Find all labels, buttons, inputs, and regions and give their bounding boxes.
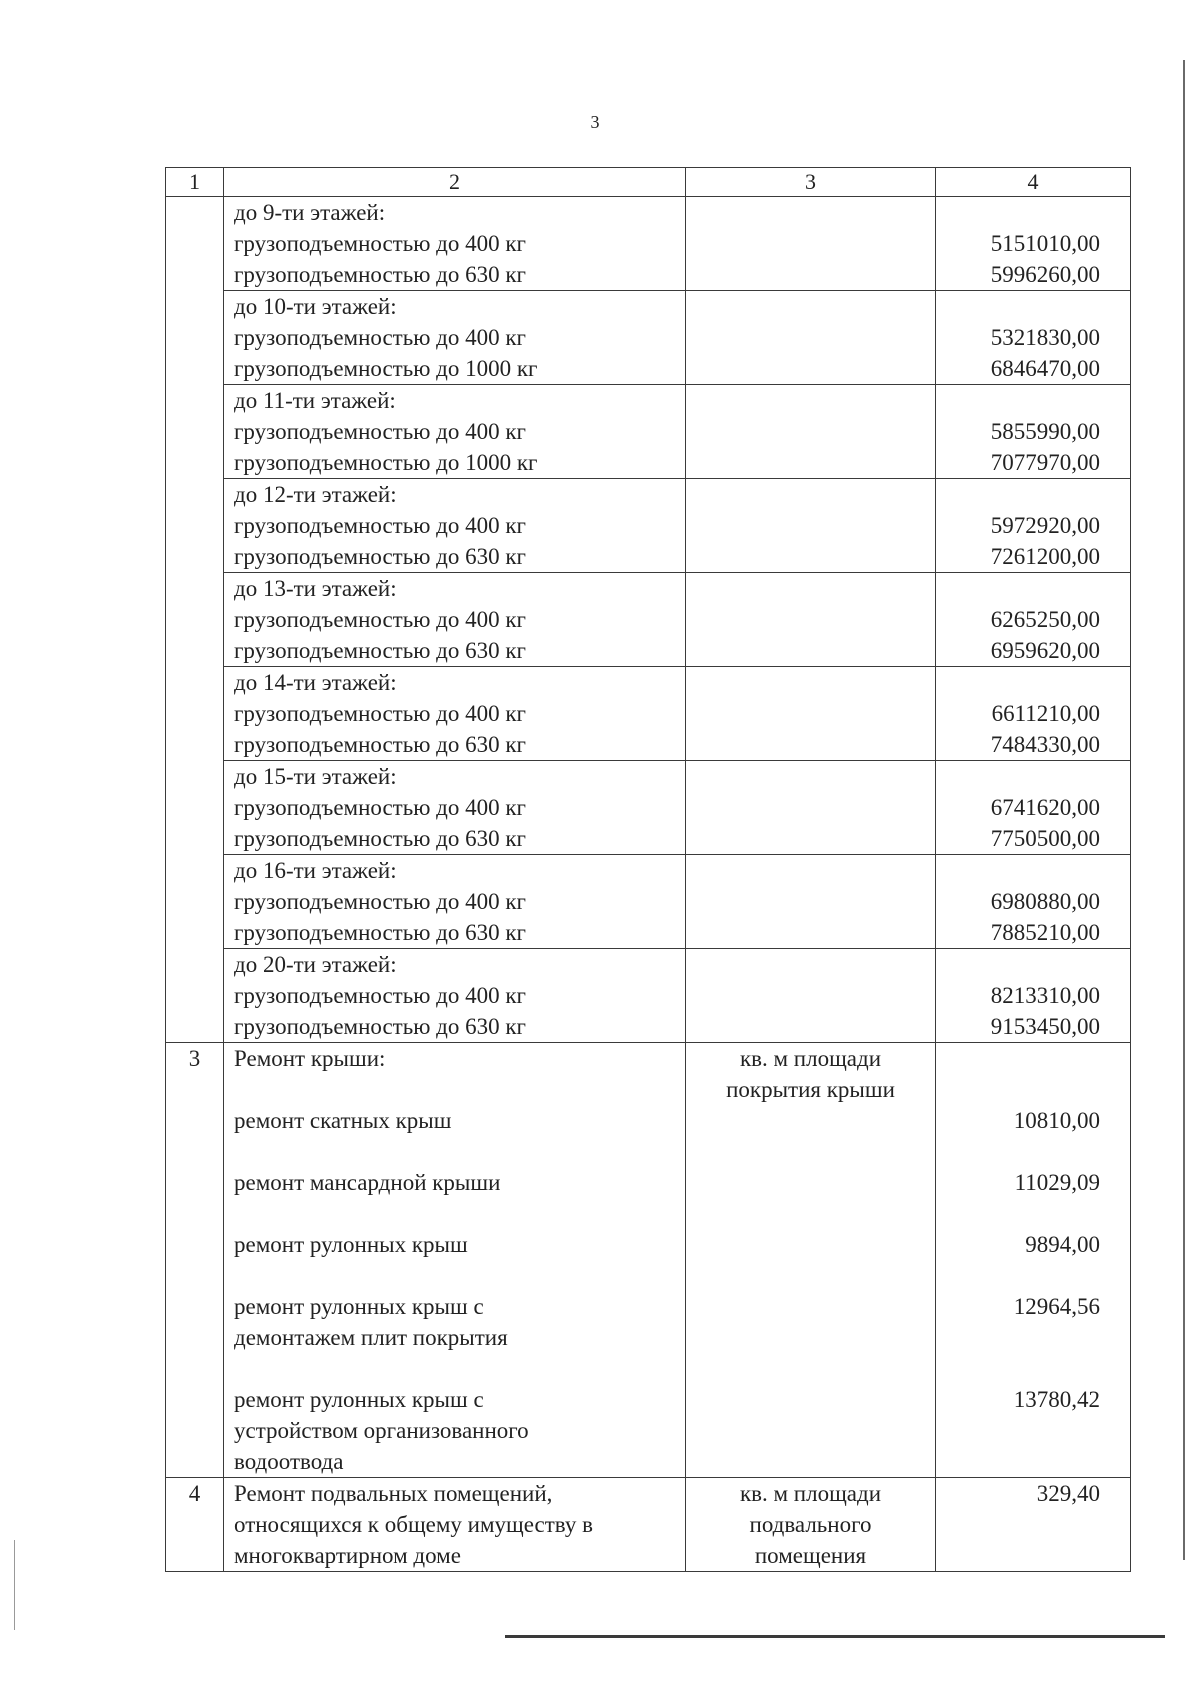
roof-item-label: ремонт рулонных крыш с xyxy=(234,1294,484,1319)
scan-margin-mark xyxy=(14,1540,15,1630)
header-cell: 2 xyxy=(224,168,686,197)
roof-item-label: ремонт рулонных крыш с xyxy=(234,1387,484,1412)
spacer xyxy=(936,1415,1100,1446)
unit-label: покрытия крыши xyxy=(726,1077,895,1102)
elevator-group-row xyxy=(166,197,1131,291)
unit-cell xyxy=(686,1478,936,1572)
unit-cell xyxy=(686,385,936,479)
cost-value: 6265250,00 xyxy=(990,607,1100,632)
cost-value: 12964,56 xyxy=(1013,1294,1100,1319)
spacer xyxy=(234,1198,685,1229)
unit-cell xyxy=(686,1043,936,1478)
spacer xyxy=(936,1043,1100,1074)
floors-label: до 13-ти этажей: xyxy=(234,576,397,601)
unit-label: подвального xyxy=(749,1512,872,1537)
basement-repair-row xyxy=(166,1478,1131,1572)
floors-label: до 9-ти этажей: xyxy=(234,200,386,225)
capacity-label: грузоподъемностью до 630 кг xyxy=(234,826,526,851)
cost-value: 6741620,00 xyxy=(990,795,1100,820)
value-cell xyxy=(936,479,1131,573)
floors-label: до 16-ти этажей: xyxy=(234,858,397,883)
spacer xyxy=(936,667,1100,698)
cost-value: 329,40 xyxy=(1036,1481,1100,1506)
roof-item-label: демонтажем плит покрытия xyxy=(234,1325,508,1350)
spacer xyxy=(936,855,1100,886)
spacer xyxy=(936,385,1100,416)
floors-label: до 20-ти этажей: xyxy=(234,952,397,977)
spacer xyxy=(936,1198,1100,1229)
floors-label: до 12-ти этажей: xyxy=(234,482,397,507)
description-cell xyxy=(224,291,686,385)
spacer xyxy=(936,1322,1100,1353)
page-number: 3 xyxy=(590,112,600,132)
row-number: 3 xyxy=(188,1046,201,1071)
unit-label: кв. м площади xyxy=(739,1481,882,1506)
unit-cell xyxy=(686,291,936,385)
capacity-label: грузоподъемностью до 400 кг xyxy=(234,231,526,256)
cost-value: 10810,00 xyxy=(1013,1108,1100,1133)
unit-cell xyxy=(686,949,936,1043)
description-cell xyxy=(224,385,686,479)
roof-item-label: устройством организованного xyxy=(234,1418,529,1443)
cost-value: 7261200,00 xyxy=(990,544,1100,569)
unit-cell xyxy=(686,479,936,573)
spacer xyxy=(936,761,1100,792)
cost-value: 6980880,00 xyxy=(990,889,1100,914)
capacity-label: грузоподъемностью до 400 кг xyxy=(234,889,526,914)
row-number-cell xyxy=(166,197,224,1043)
capacity-label: грузоподъемностью до 630 кг xyxy=(234,638,526,663)
value-cell xyxy=(936,291,1131,385)
basement-label: относящихся к общему имуществу в xyxy=(234,1512,593,1537)
spacer xyxy=(936,197,1100,228)
capacity-label: грузоподъемностью до 400 кг xyxy=(234,795,526,820)
floors-label: до 15-ти этажей: xyxy=(234,764,397,789)
value-cell xyxy=(936,1478,1131,1572)
value-cell xyxy=(936,855,1131,949)
cost-value: 5855990,00 xyxy=(990,419,1100,444)
description-cell xyxy=(224,573,686,667)
cost-value: 5321830,00 xyxy=(990,325,1100,350)
capacity-label: грузоподъемностью до 630 кг xyxy=(234,732,526,757)
roof-item-label: ремонт скатных крыш xyxy=(234,1108,452,1133)
elevator-group-row xyxy=(166,573,1131,667)
spacer xyxy=(936,1074,1100,1105)
capacity-label: грузоподъемностью до 400 кг xyxy=(234,983,526,1008)
unit-cell xyxy=(686,667,936,761)
value-cell xyxy=(936,573,1131,667)
cost-table xyxy=(165,167,1131,1572)
unit-label: кв. м площади xyxy=(739,1046,882,1071)
capacity-label: грузоподъемностью до 630 кг xyxy=(234,920,526,945)
description-cell xyxy=(224,1478,686,1572)
unit-cell xyxy=(686,197,936,291)
spacer xyxy=(234,1074,685,1105)
elevator-group-row xyxy=(166,761,1131,855)
cost-value: 9153450,00 xyxy=(990,1014,1100,1039)
cost-value: 6611210,00 xyxy=(991,701,1100,726)
floors-label: до 10-ти этажей: xyxy=(234,294,397,319)
cost-value: 6959620,00 xyxy=(990,638,1100,663)
spacer xyxy=(234,1260,685,1291)
roof-repair-row xyxy=(166,1043,1131,1478)
elevator-group-row xyxy=(166,855,1131,949)
cost-value: 7484330,00 xyxy=(990,732,1100,757)
cost-value: 9894,00 xyxy=(1025,1232,1100,1257)
spacer xyxy=(936,949,1100,980)
unit-cell xyxy=(686,573,936,667)
cost-value: 13780,42 xyxy=(1013,1387,1100,1412)
section-title: Ремонт крыши: xyxy=(234,1046,386,1071)
capacity-label: грузоподъемностью до 400 кг xyxy=(234,513,526,538)
capacity-label: грузоподъемностью до 1000 кг xyxy=(234,450,538,475)
value-cell xyxy=(936,667,1131,761)
spacer xyxy=(234,1353,685,1384)
cost-value: 5996260,00 xyxy=(990,262,1100,287)
cost-value: 5151010,00 xyxy=(990,231,1100,256)
description-cell xyxy=(224,761,686,855)
header-row xyxy=(166,168,1131,197)
cost-value: 5972920,00 xyxy=(990,513,1100,538)
spacer xyxy=(936,291,1100,322)
spacer xyxy=(936,573,1100,604)
spacer xyxy=(936,1353,1100,1384)
header-cell: 3 xyxy=(686,168,936,197)
floors-label: до 14-ти этажей: xyxy=(234,670,397,695)
unit-label: помещения xyxy=(754,1543,867,1568)
header-cell: 4 xyxy=(936,168,1131,197)
capacity-label: грузоподъемностью до 630 кг xyxy=(234,1014,526,1039)
elevator-group-row xyxy=(166,291,1131,385)
elevator-group-row xyxy=(166,667,1131,761)
cost-value: 11029,09 xyxy=(1014,1170,1100,1195)
value-cell xyxy=(936,1043,1131,1478)
unit-cell xyxy=(686,855,936,949)
value-cell xyxy=(936,197,1131,291)
elevator-group-row xyxy=(166,479,1131,573)
spacer xyxy=(936,1136,1100,1167)
roof-item-label: водоотвода xyxy=(234,1449,344,1474)
capacity-label: грузоподъемностью до 400 кг xyxy=(234,325,526,350)
scan-bottom-line xyxy=(505,1635,1165,1638)
scan-edge-line xyxy=(1183,60,1185,1560)
description-cell xyxy=(224,479,686,573)
basement-label: многоквартирном доме xyxy=(234,1543,461,1568)
cost-value: 8213310,00 xyxy=(990,983,1100,1008)
description-cell xyxy=(224,197,686,291)
roof-item-label: ремонт мансардной крыши xyxy=(234,1170,501,1195)
value-cell xyxy=(936,761,1131,855)
cost-value: 7077970,00 xyxy=(990,450,1100,475)
capacity-label: грузоподъемностью до 400 кг xyxy=(234,419,526,444)
description-cell xyxy=(224,667,686,761)
value-cell xyxy=(936,949,1131,1043)
cost-value: 7885210,00 xyxy=(990,920,1100,945)
row-number: 4 xyxy=(188,1481,201,1506)
basement-label: Ремонт подвальных помещений, xyxy=(234,1481,553,1506)
row-number-cell xyxy=(166,1478,224,1572)
cost-value: 6846470,00 xyxy=(990,356,1100,381)
capacity-label: грузоподъемностью до 1000 кг xyxy=(234,356,538,381)
description-cell xyxy=(224,1043,686,1478)
spacer xyxy=(936,1260,1100,1291)
cost-value: 7750500,00 xyxy=(990,826,1100,851)
spacer xyxy=(936,1446,1100,1477)
roof-item-label: ремонт рулонных крыш xyxy=(234,1232,468,1257)
value-cell xyxy=(936,385,1131,479)
elevator-group-row xyxy=(166,385,1131,479)
capacity-label: грузоподъемностью до 630 кг xyxy=(234,544,526,569)
spacer xyxy=(234,1136,685,1167)
header-cell: 1 xyxy=(166,168,224,197)
spacer xyxy=(936,479,1100,510)
capacity-label: грузоподъемностью до 400 кг xyxy=(234,607,526,632)
description-cell xyxy=(224,949,686,1043)
description-cell xyxy=(224,855,686,949)
capacity-label: грузоподъемностью до 400 кг xyxy=(234,701,526,726)
row-number-cell xyxy=(166,1043,224,1478)
floors-label: до 11-ти этажей: xyxy=(234,388,396,413)
capacity-label: грузоподъемностью до 630 кг xyxy=(234,262,526,287)
elevator-group-row xyxy=(166,949,1131,1043)
unit-cell xyxy=(686,761,936,855)
